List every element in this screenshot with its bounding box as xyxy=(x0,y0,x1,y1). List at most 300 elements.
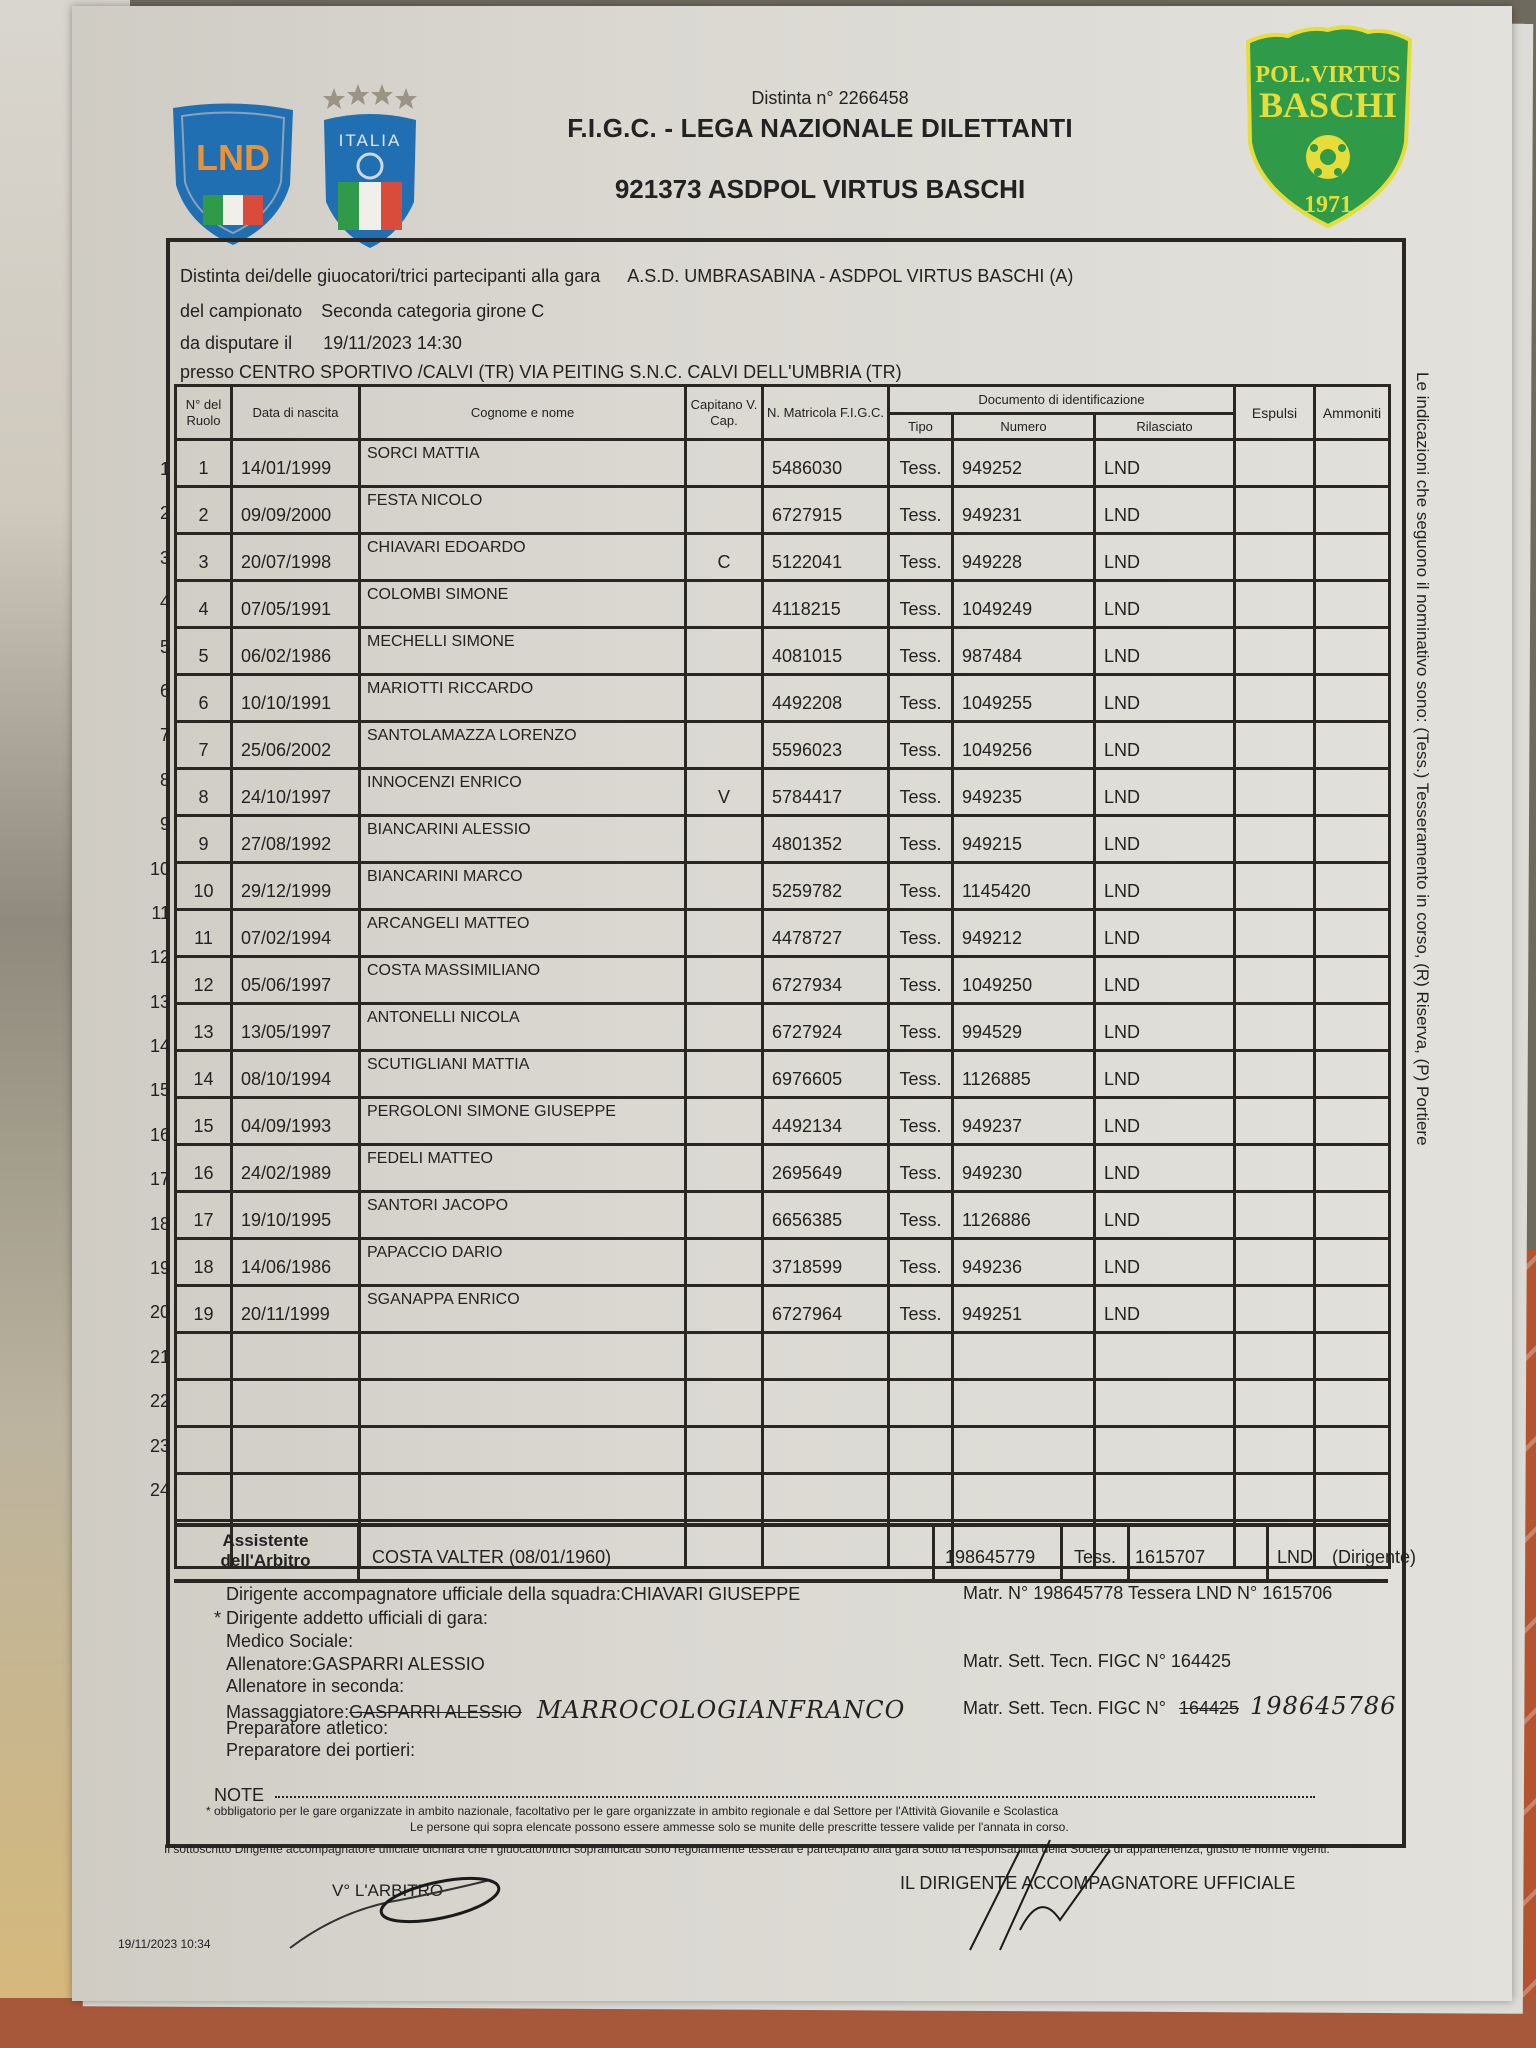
birthdate-cell xyxy=(232,1380,360,1427)
matricola-cell: 5122041 xyxy=(763,534,889,581)
expelled-cell xyxy=(1235,863,1315,910)
dirigente-line: Dirigente accompagnatore ufficiale della squadra:CHIAVARI GIUSEPPE xyxy=(226,1584,801,1604)
booked-cell xyxy=(1315,1051,1390,1098)
matricola-cell: 4118215 xyxy=(763,581,889,628)
birthdate-cell: 13/05/1997 xyxy=(232,1004,360,1051)
ruolo-cell: 19 xyxy=(176,1286,232,1333)
doc-number-cell: 949215 xyxy=(953,816,1095,863)
booked-cell xyxy=(1315,816,1390,863)
birthdate-cell xyxy=(232,1333,360,1380)
captain-cell xyxy=(686,957,763,1004)
virtus-logo-line2: BASCHI xyxy=(1258,85,1398,125)
row-number: 11 xyxy=(151,902,170,923)
ruolo-cell: 2 xyxy=(176,487,232,534)
row-number: 16 xyxy=(149,1124,170,1145)
captain-cell xyxy=(686,1145,763,1192)
row-number: 2 xyxy=(159,503,170,524)
side-legend-note: Le indicazioni che seguono il nominativo sono: (Tess.) Tesseramento in corso, (R) Riserva, (P) Portiere xyxy=(1413,372,1432,1146)
doc-type-cell: Tess. xyxy=(889,440,953,487)
name-cell: SGANAPPA ENRICO xyxy=(360,1286,686,1333)
row-number: 18 xyxy=(149,1213,170,1234)
captain-cell xyxy=(686,1239,763,1286)
doc-type-cell xyxy=(889,1427,953,1474)
table-row xyxy=(176,1474,1390,1521)
matricola-cell: 4478727 xyxy=(763,910,889,957)
issued-by-cell: LND xyxy=(1095,722,1235,769)
name-cell: FEDELI MATTEO xyxy=(360,1145,686,1192)
massaggiatore-matr-label: Matr. Sett. Tecn. FIGC N° xyxy=(963,1698,1166,1718)
captain-cell xyxy=(686,581,763,628)
name-cell: FESTA NICOLO xyxy=(360,487,686,534)
arbitro-signature xyxy=(280,1870,540,1960)
massaggiatore-matr-struck: 164425 xyxy=(1178,1698,1240,1718)
doc-type-cell: Tess. xyxy=(889,1098,953,1145)
allenatore-seconda-line: Allenatore in seconda: xyxy=(226,1676,405,1696)
row-number: 12 xyxy=(149,947,170,968)
table-row xyxy=(176,863,1390,910)
ruolo-cell: 17 xyxy=(176,1192,232,1239)
booked-cell xyxy=(1315,910,1390,957)
roster-body xyxy=(176,440,1390,1568)
birthdate-cell: 08/10/1994 xyxy=(232,1051,360,1098)
row-number: 13 xyxy=(149,991,170,1012)
birthdate-cell: 10/10/1991 xyxy=(232,675,360,722)
issued-by-cell: LND xyxy=(1095,816,1235,863)
expelled-cell xyxy=(1235,534,1315,581)
doc-type-cell: Tess. xyxy=(889,1286,953,1333)
captain-cell xyxy=(686,1474,763,1521)
birthdate-cell: 09/09/2000 xyxy=(232,487,360,534)
ruolo-cell: 4 xyxy=(176,581,232,628)
birthdate-cell: 06/02/1986 xyxy=(232,628,360,675)
row-number: 24 xyxy=(149,1479,170,1500)
preparatore-atletico-line: Preparatore atletico: xyxy=(226,1718,389,1738)
table-row xyxy=(176,440,1390,487)
table-row xyxy=(176,1333,1390,1380)
medico-line: Medico Sociale: xyxy=(226,1631,354,1651)
booked-cell xyxy=(1315,628,1390,675)
dirigente-signature-label: IL DIRIGENTE ACCOMPAGNATORE UFFICIALE xyxy=(900,1873,1296,1893)
issued-by-cell xyxy=(1095,1380,1235,1427)
allenatore-matricola: Matr. Sett. Tecn. FIGC N° 164425 xyxy=(963,1651,1231,1671)
captain-cell xyxy=(686,487,763,534)
note-label: NOTE xyxy=(214,1785,265,1805)
dirigente-signature xyxy=(960,1830,1180,1960)
table-row xyxy=(176,487,1390,534)
ruolo-cell: 7 xyxy=(176,722,232,769)
note-dotted-field[interactable] xyxy=(275,1796,1315,1798)
name-cell: ARCANGELI MATTEO xyxy=(360,910,686,957)
col-header-numero: Numero xyxy=(953,414,1095,440)
assistant-label xyxy=(174,1527,360,1579)
doc-type-cell: Tess. xyxy=(889,1145,953,1192)
issued-by-cell: LND xyxy=(1095,581,1235,628)
booked-cell xyxy=(1315,863,1390,910)
booked-cell xyxy=(1315,1098,1390,1145)
expelled-cell xyxy=(1235,1239,1315,1286)
col-header-ammoniti: Ammoniti xyxy=(1315,386,1390,440)
matricola-cell: 5259782 xyxy=(763,863,889,910)
captain-cell xyxy=(686,1051,763,1098)
row-number: 1 xyxy=(159,459,170,479)
massaggiatore-label: Massaggiatore: xyxy=(226,1702,350,1722)
assistant-referee-row xyxy=(174,1523,1417,1583)
issued-by-cell: LND xyxy=(1095,1192,1235,1239)
table-row xyxy=(176,1286,1390,1333)
expelled-cell xyxy=(1235,1427,1315,1474)
col-header-ruolo: N° del Ruolo xyxy=(176,386,232,440)
assistant-label-line1: Assistente xyxy=(222,1531,309,1550)
ruolo-cell: 15 xyxy=(176,1098,232,1145)
ruolo-cell: 13 xyxy=(176,1004,232,1051)
doc-type-cell: Tess. xyxy=(889,581,953,628)
col-header-tipo: Tipo xyxy=(889,414,953,440)
captain-cell xyxy=(686,1333,763,1380)
captain-cell xyxy=(686,628,763,675)
ruolo-cell: 1 xyxy=(176,440,232,487)
booked-cell xyxy=(1315,769,1390,816)
col-header-espulsi: Espulsi xyxy=(1235,386,1315,440)
row-number: 14 xyxy=(149,1036,170,1057)
row-number: 15 xyxy=(149,1080,170,1101)
expelled-cell xyxy=(1235,440,1315,487)
ruolo-cell xyxy=(176,1380,232,1427)
captain-cell xyxy=(686,1380,763,1427)
captain-cell xyxy=(686,863,763,910)
row-number: 7 xyxy=(159,725,170,746)
assistant-rilasciato xyxy=(1269,1527,1536,1579)
lnd-logo-text: LND xyxy=(196,137,270,178)
name-cell: COSTA MASSIMILIANO xyxy=(360,957,686,1004)
captain-cell xyxy=(686,816,763,863)
doc-type-cell: Tess. xyxy=(889,910,953,957)
doc-type-cell xyxy=(889,1474,953,1521)
doc-type-cell xyxy=(889,1380,953,1427)
expelled-cell xyxy=(1235,1098,1315,1145)
booked-cell xyxy=(1315,440,1390,487)
name-cell: BIANCARINI ALESSIO xyxy=(360,816,686,863)
doc-type-cell: Tess. xyxy=(889,769,953,816)
issued-by-cell: LND xyxy=(1095,675,1235,722)
matricola-cell: 3718599 xyxy=(763,1239,889,1286)
issued-by-cell: LND xyxy=(1095,487,1235,534)
captain-cell xyxy=(686,1427,763,1474)
virtus-logo-line1: POL.VIRTUS xyxy=(1255,62,1401,88)
doc-type-cell xyxy=(889,1333,953,1380)
booked-cell xyxy=(1315,1239,1390,1286)
table-row xyxy=(176,1004,1390,1051)
doc-type-cell: Tess. xyxy=(889,534,953,581)
dirigente-matricola: Matr. N° 198645778 Tessera LND N° 1615706 xyxy=(963,1583,1333,1603)
name-cell: INNOCENZI ENRICO xyxy=(360,769,686,816)
col-header-nascita: Data di nascita xyxy=(232,386,360,440)
matricola-cell: 6976605 xyxy=(763,1051,889,1098)
expelled-cell xyxy=(1235,769,1315,816)
booked-cell xyxy=(1315,1427,1390,1474)
matricola-cell: 5784417 xyxy=(763,769,889,816)
lnd-logo xyxy=(168,100,298,250)
expelled-cell xyxy=(1235,1004,1315,1051)
doc-number-cell: 949237 xyxy=(953,1098,1095,1145)
doc-type-cell: Tess. xyxy=(889,1192,953,1239)
assistant-rilasciato-value: LND xyxy=(1277,1547,1314,1567)
booked-cell xyxy=(1315,1145,1390,1192)
preparatore-portieri-line: Preparatore dei portieri: xyxy=(226,1740,416,1760)
arbitro-signature-label: V° L'ARBITRO xyxy=(332,1881,444,1900)
captain-cell: C xyxy=(686,534,763,581)
ruolo-cell: 9 xyxy=(176,816,232,863)
ruolo-cell: 3 xyxy=(176,534,232,581)
matricola-cell xyxy=(763,1380,889,1427)
birthdate-cell: 14/01/1999 xyxy=(232,440,360,487)
name-cell: SANTORI JACOPO xyxy=(360,1192,686,1239)
italia-figc-logo xyxy=(320,84,420,250)
booked-cell xyxy=(1315,1474,1390,1521)
doc-number-cell: 994529 xyxy=(953,1004,1095,1051)
birthdate-cell: 14/06/1986 xyxy=(232,1239,360,1286)
expelled-cell xyxy=(1235,957,1315,1004)
row-number: 19 xyxy=(149,1258,170,1279)
expelled-cell xyxy=(1235,1192,1315,1239)
issued-by-cell xyxy=(1095,1427,1235,1474)
issued-by-cell xyxy=(1095,1474,1235,1521)
doc-number-cell: 949231 xyxy=(953,487,1095,534)
table-row xyxy=(176,1192,1390,1239)
massaggiatore-matricola xyxy=(963,1692,1396,1720)
table-row xyxy=(176,957,1390,1004)
row-number: 23 xyxy=(149,1435,170,1456)
table-row xyxy=(176,1427,1390,1474)
doc-number-cell: 949252 xyxy=(953,440,1095,487)
name-cell: PERGOLONI SIMONE GIUSEPPE xyxy=(360,1098,686,1145)
ruolo-cell: 12 xyxy=(176,957,232,1004)
doc-number-cell: 949251 xyxy=(953,1286,1095,1333)
birthdate-cell: 07/02/1994 xyxy=(232,910,360,957)
issued-by-cell: LND xyxy=(1095,1051,1235,1098)
row-number: 4 xyxy=(159,592,170,613)
assistant-name: COSTA VALTER (08/01/1960) xyxy=(360,1527,935,1579)
doc-type-cell: Tess. xyxy=(889,487,953,534)
table-row xyxy=(176,1098,1390,1145)
birthdate-cell: 05/06/1997 xyxy=(232,957,360,1004)
venue-line: presso CENTRO SPORTIVO /CALVI (TR) VIA PEITING S.N.C. CALVI DELL'UMBRIA (TR) xyxy=(180,362,902,382)
name-cell: COLOMBI SIMONE xyxy=(360,581,686,628)
massaggiatore-matr-handwritten: 198645786 xyxy=(1250,1692,1397,1720)
issued-by-cell: LND xyxy=(1095,910,1235,957)
name-cell: SCUTIGLIANI MATTIA xyxy=(360,1051,686,1098)
captain-cell: V xyxy=(686,769,763,816)
note-line xyxy=(214,1785,1315,1806)
match-line xyxy=(180,266,1073,287)
doc-number-cell xyxy=(953,1427,1095,1474)
booked-cell xyxy=(1315,1286,1390,1333)
booked-cell xyxy=(1315,1192,1390,1239)
italia-logo-text: ITALIA xyxy=(338,131,402,150)
date-label: da disputare il xyxy=(180,333,293,353)
issued-by-cell: LND xyxy=(1095,957,1235,1004)
doc-number-cell: 1145420 xyxy=(953,863,1095,910)
expelled-cell xyxy=(1235,1380,1315,1427)
name-cell xyxy=(360,1474,686,1521)
expelled-cell xyxy=(1235,1051,1315,1098)
name-cell xyxy=(360,1380,686,1427)
birthdate-cell: 27/08/1992 xyxy=(232,816,360,863)
table-row xyxy=(176,581,1390,628)
matricola-cell: 6656385 xyxy=(763,1192,889,1239)
ruolo-cell: 14 xyxy=(176,1051,232,1098)
ruolo-cell: 5 xyxy=(176,628,232,675)
birthdate-cell: 24/10/1997 xyxy=(232,769,360,816)
birthdate-cell: 25/06/2002 xyxy=(232,722,360,769)
col-header-capitano: Capitano V. Cap. xyxy=(686,386,763,440)
doc-number-cell: 949235 xyxy=(953,769,1095,816)
captain-cell xyxy=(686,1286,763,1333)
doc-number-cell: 1049250 xyxy=(953,957,1095,1004)
table-row xyxy=(176,1051,1390,1098)
birthdate-cell: 20/07/1998 xyxy=(232,534,360,581)
matricola-cell xyxy=(763,1427,889,1474)
issued-by-cell: LND xyxy=(1095,534,1235,581)
issued-by-cell xyxy=(1095,1333,1235,1380)
doc-type-cell: Tess. xyxy=(889,675,953,722)
row-number: 3 xyxy=(159,547,170,568)
birthdate-cell: 04/09/1993 xyxy=(232,1098,360,1145)
row-number: 8 xyxy=(159,769,170,790)
doc-type-cell: Tess. xyxy=(889,1239,953,1286)
matricola-cell: 4492134 xyxy=(763,1098,889,1145)
issued-by-cell: LND xyxy=(1095,440,1235,487)
match-label: Distinta dei/delle giuocatori/trici partecipanti alla gara xyxy=(180,266,601,286)
doc-number-cell xyxy=(953,1380,1095,1427)
col-header-matricola: N. Matricola F.I.G.C. xyxy=(763,386,889,440)
assistant-role: (Dirigente) xyxy=(1332,1547,1417,1567)
booked-cell xyxy=(1315,1333,1390,1380)
booked-cell xyxy=(1315,722,1390,769)
doc-type-cell: Tess. xyxy=(889,816,953,863)
assistant-matricola: 198645779 xyxy=(935,1527,1063,1579)
col-header-nome: Cognome e nome xyxy=(360,386,686,440)
expelled-cell xyxy=(1235,1286,1315,1333)
issued-by-cell: LND xyxy=(1095,769,1235,816)
name-cell xyxy=(360,1427,686,1474)
ruolo-cell: 18 xyxy=(176,1239,232,1286)
matricola-cell: 6727924 xyxy=(763,1004,889,1051)
booked-cell xyxy=(1315,534,1390,581)
allenatore-line: Allenatore:GASPARRI ALESSIO xyxy=(226,1654,485,1674)
table-row xyxy=(176,534,1390,581)
captain-cell xyxy=(686,675,763,722)
name-cell: SORCI MATTIA xyxy=(360,440,686,487)
captain-cell xyxy=(686,910,763,957)
expelled-cell xyxy=(1235,675,1315,722)
birthdate-cell: 29/12/1999 xyxy=(232,863,360,910)
club-title: 921373 ASDPOL VIRTUS BASCHI xyxy=(614,174,1026,204)
date-line xyxy=(180,333,462,354)
table-row xyxy=(176,816,1390,863)
ruolo-cell xyxy=(176,1427,232,1474)
doc-type-cell: Tess. xyxy=(889,722,953,769)
table-row xyxy=(176,1380,1390,1427)
printed-timestamp: 19/11/2023 10:34 xyxy=(118,1937,211,1951)
expelled-cell xyxy=(1235,581,1315,628)
col-header-rilasciato: Rilasciato xyxy=(1095,414,1235,440)
doc-type-cell: Tess. xyxy=(889,863,953,910)
ruolo-cell: 6 xyxy=(176,675,232,722)
row-number: 21 xyxy=(149,1346,170,1367)
captain-cell xyxy=(686,1098,763,1145)
matricola-cell: 4081015 xyxy=(763,628,889,675)
captain-cell xyxy=(686,1192,763,1239)
name-cell: CHIAVARI EDOARDO xyxy=(360,534,686,581)
massaggiatore-struck-name: GASPARRI ALESSIO xyxy=(349,1702,522,1722)
row-number: 9 xyxy=(159,814,170,835)
booked-cell xyxy=(1315,1004,1390,1051)
expelled-cell xyxy=(1235,816,1315,863)
table-row xyxy=(176,769,1390,816)
table-row xyxy=(176,910,1390,957)
virtus-logo-year: 1971 xyxy=(1304,192,1352,218)
massaggiatore-handwritten-name: MARROCOLOGIANFRANCO xyxy=(536,1696,906,1724)
assistant-tipo: Tess. xyxy=(1063,1527,1130,1579)
doc-number-cell: 949212 xyxy=(953,910,1095,957)
doc-number-cell xyxy=(953,1474,1095,1521)
doc-type-cell: Tess. xyxy=(889,1004,953,1051)
row-number: 17 xyxy=(149,1169,170,1190)
birthdate-cell xyxy=(232,1474,360,1521)
doc-number-cell: 1049255 xyxy=(953,675,1095,722)
ruolo-cell xyxy=(176,1333,232,1380)
doc-number-cell: 987484 xyxy=(953,628,1095,675)
table-row xyxy=(176,1145,1390,1192)
obbligatorio-note: * obbligatorio per le gare organizzate in ambito nazionale, facoltativo per le gare organizzate in ambito regionale e dal Settore per l'Attività Giovanile e Scolastica xyxy=(206,1804,1059,1818)
captain-cell xyxy=(686,440,763,487)
issued-by-cell: LND xyxy=(1095,1145,1235,1192)
doc-number-cell: 949230 xyxy=(953,1145,1095,1192)
matricola-cell xyxy=(763,1474,889,1521)
name-cell: ANTONELLI NICOLA xyxy=(360,1004,686,1051)
birthdate-cell: 07/05/1991 xyxy=(232,581,360,628)
expelled-cell xyxy=(1235,628,1315,675)
table-row xyxy=(176,722,1390,769)
ruolo-cell: 16 xyxy=(176,1145,232,1192)
virtus-baschi-logo xyxy=(1238,22,1418,230)
doc-type-cell: Tess. xyxy=(889,957,953,1004)
expelled-cell xyxy=(1235,910,1315,957)
booked-cell xyxy=(1315,581,1390,628)
persone-note: Le persone qui sopra elencate possono essere ammesse solo se munite delle prescritte tessere valide per l'annata in corso. xyxy=(410,1820,1069,1834)
match-value: A.S.D. UMBRASABINA - ASDPOL VIRTUS BASCHI (A) xyxy=(627,266,1074,286)
matricola-cell: 4492208 xyxy=(763,675,889,722)
matricola-cell: 5596023 xyxy=(763,722,889,769)
name-cell: MARIOTTI RICCARDO xyxy=(360,675,686,722)
row-number: 5 xyxy=(159,636,170,657)
page-title: F.I.G.C. - LEGA NAZIONALE DILETTANTI xyxy=(567,113,1073,143)
ruolo-cell: 11 xyxy=(176,910,232,957)
distinta-number: Distinta n° 2266458 xyxy=(751,88,909,108)
assistant-numero: 1615707 xyxy=(1127,1527,1269,1579)
doc-number-cell: 1126885 xyxy=(953,1051,1095,1098)
doc-number-cell xyxy=(953,1333,1095,1380)
captain-cell xyxy=(686,722,763,769)
doc-number-cell: 1049256 xyxy=(953,722,1095,769)
expelled-cell xyxy=(1235,1145,1315,1192)
name-cell: MECHELLI SIMONE xyxy=(360,628,686,675)
matricola-cell: 6727915 xyxy=(763,487,889,534)
championship-label: del campionato xyxy=(180,301,303,321)
issued-by-cell: LND xyxy=(1095,863,1235,910)
col-header-documento: Documento di identificazione xyxy=(889,386,1235,414)
matricola-cell: 6727964 xyxy=(763,1286,889,1333)
